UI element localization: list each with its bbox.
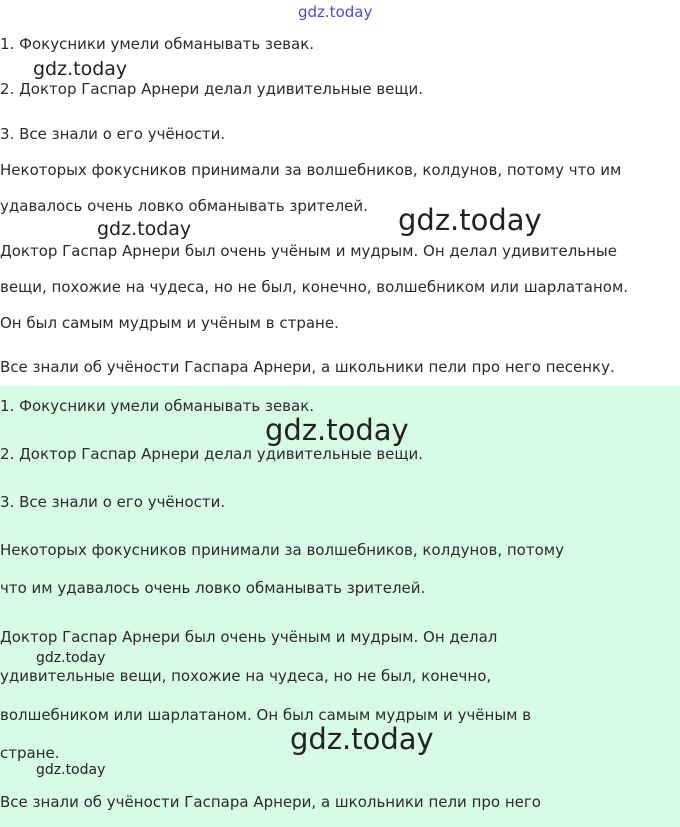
watermark: gdz.today <box>290 722 434 756</box>
text-line: Некоторых фокусников принимали за волшебников, колдунов, потому что им <box>0 161 622 179</box>
text-line: удивительные вещи, похожие на чудеса, но не был, конечно, <box>0 667 492 685</box>
text-line: что им удавалось очень ловко обманывать зрителей. <box>0 579 426 597</box>
text-line: Доктор Гаспар Арнери был очень учёным и мудрым. Он делал удивительные <box>0 242 617 260</box>
text-line: 2. Доктор Гаспар Арнери делал удивительные вещи. <box>0 80 424 98</box>
text-line: вещи, похожие на чудеса, но не был, конечно, волшебником или шарлатаном. <box>0 278 629 296</box>
watermark: gdz.today <box>265 413 409 447</box>
text-line: волшебником или шарлатаном. Он был самым мудрым и учёным в <box>0 706 532 724</box>
text-line: удавалось очень ловко обманывать зрителей. <box>0 197 368 215</box>
text-line: 2. Доктор Гаспар Арнери делал удивительные вещи. <box>0 445 424 463</box>
text-line: Доктор Гаспар Арнери был очень учёным и мудрым. Он делал <box>0 628 498 646</box>
text-line: 1. Фокусники умели обманывать зевак. <box>0 35 315 53</box>
text-line: Все знали об учёности Гаспара Арнери, а школьники пели про него <box>0 793 541 811</box>
text-line: 3. Все знали о его учёности. <box>0 493 226 511</box>
watermark: gdz.today <box>398 203 542 237</box>
watermark: gdz.today <box>33 58 128 80</box>
watermark: gdz.today <box>97 218 192 240</box>
text-line: 1. Фокусники умели обманывать зевак. <box>0 397 315 415</box>
text-line: Он был самым мудрым и учёным в стране. <box>0 314 339 332</box>
watermark: gdz.today <box>36 650 106 666</box>
watermark: gdz.today <box>36 762 106 778</box>
watermark: gdz.today <box>298 3 373 21</box>
text-line: Все знали об учёности Гаспара Арнери, а школьники пели про него песенку. <box>0 358 615 376</box>
text-line: стране. <box>0 744 60 762</box>
text-line: 3. Все знали о его учёности. <box>0 125 226 143</box>
text-line: Некоторых фокусников принимали за волшебников, колдунов, потому <box>0 541 564 559</box>
